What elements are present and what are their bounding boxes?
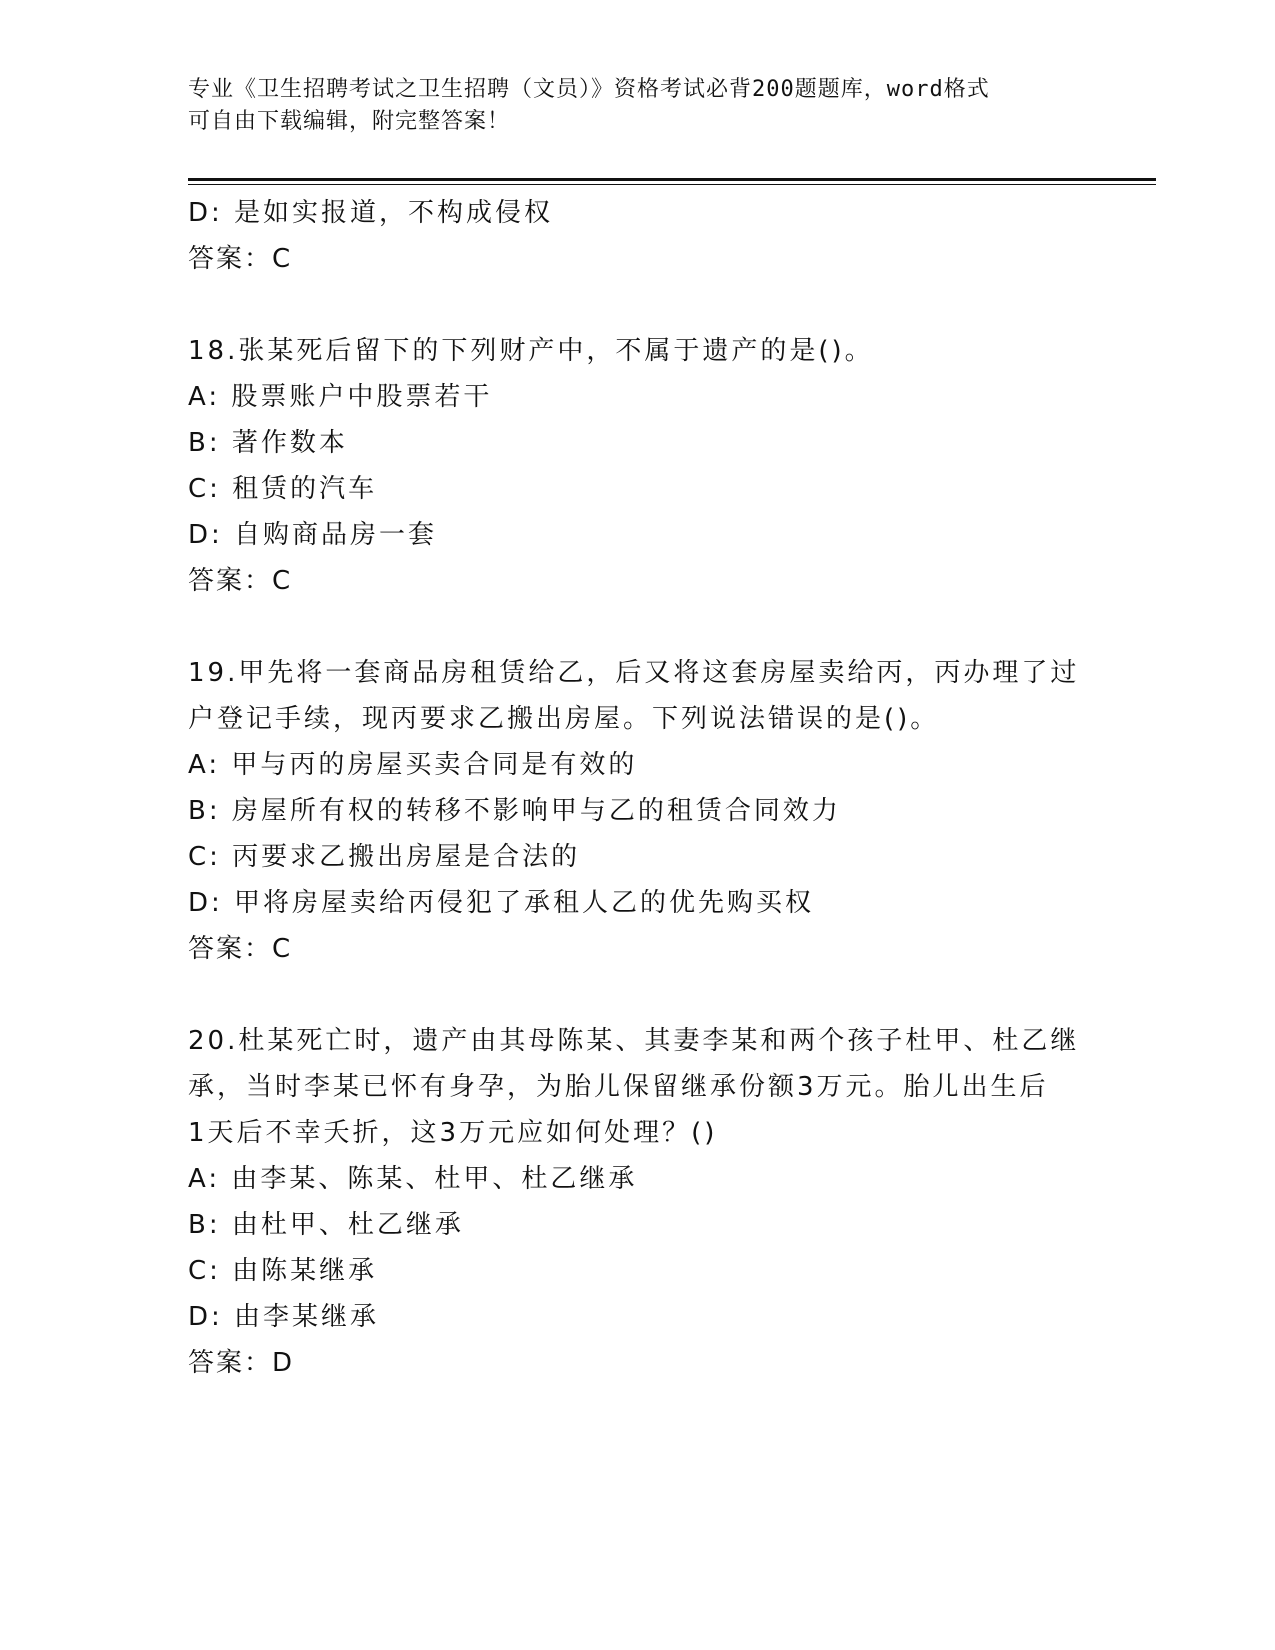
answer-line: 答案：D	[188, 1348, 295, 1378]
question-list	[188, 190, 1088, 1386]
answer-line: 答案：C	[188, 244, 293, 274]
option-d: D: 是如实报道，不构成侵权	[188, 198, 554, 228]
question-17-tail	[188, 190, 1088, 282]
header-line-2: 可自由下载编辑，附完整答案！	[188, 109, 511, 134]
question-stem-line-1: 20.杜某死亡时，遗产由其母陈某、其妻李某和两个孩子杜甲、杜乙继	[188, 1026, 1080, 1056]
question-18	[188, 328, 1088, 604]
option-a: A: 由李某、陈某、杜甲、杜乙继承	[188, 1164, 638, 1194]
option-a: A: 股票账户中股票若干	[188, 382, 493, 412]
question-stem-line-2: 承，当时李某已怀有身孕，为胎儿保留继承份额3万元。胎儿出生后	[188, 1072, 1049, 1102]
question-stem-line-3: 1天后不幸夭折，这3万元应如何处理？()	[188, 1118, 718, 1148]
spacer	[188, 604, 1088, 650]
header-divider-thick	[188, 178, 1156, 181]
document-header	[188, 74, 1088, 138]
spacer	[188, 972, 1088, 1018]
answer-line: 答案：C	[188, 934, 293, 964]
question-stem-line-2: 户登记手续，现丙要求乙搬出房屋。下列说法错误的是()。	[188, 704, 940, 734]
answer-line: 答案：C	[188, 566, 293, 596]
option-c: C: 租赁的汽车	[188, 474, 378, 504]
option-b: B: 著作数本	[188, 428, 348, 458]
header-line-1: 专业《卫生招聘考试之卫生招聘（文员）》资格考试必背200题题库，word格式	[188, 77, 990, 102]
question-20	[188, 1018, 1088, 1386]
option-b: B: 房屋所有权的转移不影响甲与乙的租赁合同效力	[188, 796, 841, 826]
option-c: C: 由陈某继承	[188, 1256, 378, 1286]
question-stem: 18.张某死后留下的下列财产中，不属于遗产的是()。	[188, 336, 874, 366]
option-d: D: 由李某继承	[188, 1302, 380, 1332]
question-stem-line-1: 19.甲先将一套商品房租赁给乙，后又将这套房屋卖给丙，丙办理了过	[188, 658, 1080, 688]
spacer	[188, 282, 1088, 328]
option-d: D: 自购商品房一套	[188, 520, 438, 550]
question-19	[188, 650, 1088, 972]
option-c: C: 丙要求乙搬出房屋是合法的	[188, 842, 581, 872]
option-b: B: 由杜甲、杜乙继承	[188, 1210, 464, 1240]
option-d: D: 甲将房屋卖给丙侵犯了承租人乙的优先购买权	[188, 888, 815, 918]
header-divider-thin	[188, 184, 1156, 185]
option-a: A: 甲与丙的房屋买卖合同是有效的	[188, 750, 638, 780]
